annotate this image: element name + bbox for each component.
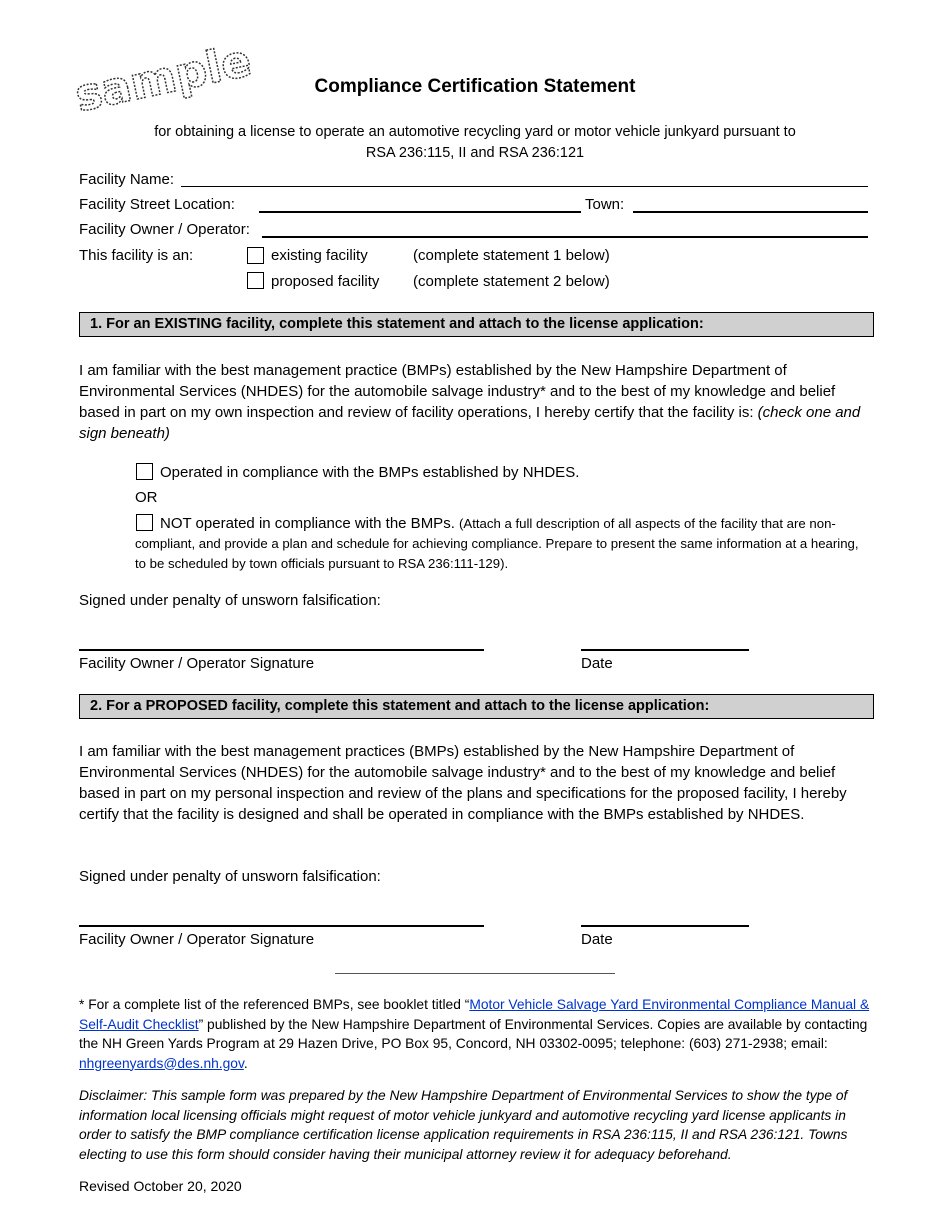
page-subtitle [100, 122, 850, 164]
section-2-signature-line[interactable] [79, 925, 484, 927]
existing-facility-instruction: (complete statement 1 below) [413, 247, 610, 264]
section-1-paragraph: I am familiar with the best management practice (BMPs) established by the New Hampshire Department of Environmental Services (NHDES) for the automobile salvage industry* and to the best of my knowledge and belief based in part on my own inspection and review of facility operations, I hereby certify that the facility is: (check one and sign beneath) [79, 362, 861, 442]
street-location-field[interactable] [259, 211, 581, 213]
section-1-signature-label: Facility Owner / Operator Signature [79, 655, 315, 672]
proposed-facility-checkbox[interactable] [247, 272, 264, 289]
section-2-signed-label: Signed under penalty of unsworn falsification: [79, 868, 381, 885]
town-field[interactable] [633, 211, 868, 213]
email-link[interactable]: nhgreenyards@des.nh.gov [79, 1055, 244, 1071]
existing-facility-checkbox[interactable] [247, 247, 264, 264]
street-location-label: Facility Street Location: [79, 196, 235, 213]
facility-name-field[interactable] [181, 186, 868, 187]
revised-date: Revised October 20, 2020 [79, 1178, 242, 1194]
existing-facility-label: existing facility [271, 247, 368, 264]
noncompliant-option [135, 514, 865, 574]
section-1-date-label: Date [581, 655, 613, 672]
section-2-date-label: Date [581, 931, 613, 948]
disclaimer: Disclaimer: This sample form was prepared by the New Hampshire Department of Environmental Services to show the type of information local licensing officials might request of motor vehicle junkyard and automotive recycling yard license applicants in order to satisfy the BMP compliance certification license application requirements in RSA 236:115, II and RSA 236:121. Towns electing to use this form should consider having their municipal attorney review it for adequacy beforehand. [79, 1088, 848, 1162]
subtitle-line-1: for obtaining a license to operate an automotive recycling yard or motor vehicle junkyard pursuant to [154, 124, 796, 140]
compliant-checkbox[interactable] [136, 463, 153, 480]
town-label: Town: [585, 196, 625, 213]
section-2-signature-label: Facility Owner / Operator Signature [79, 931, 315, 948]
subtitle-line-2: RSA 236:115, II and RSA 236:121 [365, 145, 585, 161]
proposed-facility-instruction: (complete statement 2 below) [413, 273, 610, 290]
noncompliant-note: (Attach a full description of all aspects of the facility that are non-compliant, and provide a plan and schedule for achieving compliance. Prepare to present the same information at a hearing, to be scheduled by town officials pursuant to RSA 236:111-129). [135, 516, 859, 571]
section-1-signed-label: Signed under penalty of unsworn falsification: [79, 592, 381, 609]
bmp-manual-link[interactable]: Motor Vehicle Salvage Yard Environmental Compliance Manual & Self-Audit Checklist [79, 997, 870, 1032]
section-2-date-line[interactable] [581, 925, 749, 927]
section-1-signature-line[interactable] [79, 649, 484, 651]
facility-name-label: Facility Name: [79, 171, 175, 188]
facility-type-label: This facility is an: [79, 247, 194, 264]
proposed-facility-label: proposed facility [271, 273, 380, 290]
footnote-divider [335, 973, 615, 974]
sample-watermark-text: sample [70, 35, 256, 123]
or-label: OR [135, 489, 158, 506]
section-2-paragraph: I am familiar with the best management practices (BMPs) established by the New Hampshire Department of Environmental Services (NHDES) for the automobile salvage industry* and to the best of my knowledge and belief based in part on my personal inspection and review of the plans and specifications for the proposed facility, I hereby certify that the facility is designed and shall be operated in compliance with the BMPs established by NHDES. [79, 743, 847, 823]
section-2-header: 2. For a PROPOSED facility, complete this statement and attach to the license application: [79, 694, 874, 719]
section-1-date-line[interactable] [581, 649, 749, 651]
owner-operator-label: Facility Owner / Operator: [79, 221, 250, 238]
section-1-header: 1. For an EXISTING facility, complete this statement and attach to the license application: [79, 312, 874, 337]
noncompliant-option-label: NOT operated in compliance with the BMPs. [160, 515, 455, 532]
compliant-option-label: Operated in compliance with the BMPs established by NHDES. [160, 464, 580, 481]
footnote: * For a complete list of the referenced BMPs, see booklet titled “Motor Vehicle Salvage Yard Environmental Compliance Manual & Self-Audit Checklist” published by the New Hampshire Department of Environmental Services. Copies are available by contacting the NH Green Yards Program at 29 Hazen Drive, PO Box 95, Concord, NH 03302-0095; telephone: (603) 271-2938; email: nhgreenyards@des.nh.gov. [79, 997, 870, 1071]
page-title: Compliance Certification Statement [314, 76, 636, 97]
owner-operator-field[interactable] [262, 236, 868, 238]
